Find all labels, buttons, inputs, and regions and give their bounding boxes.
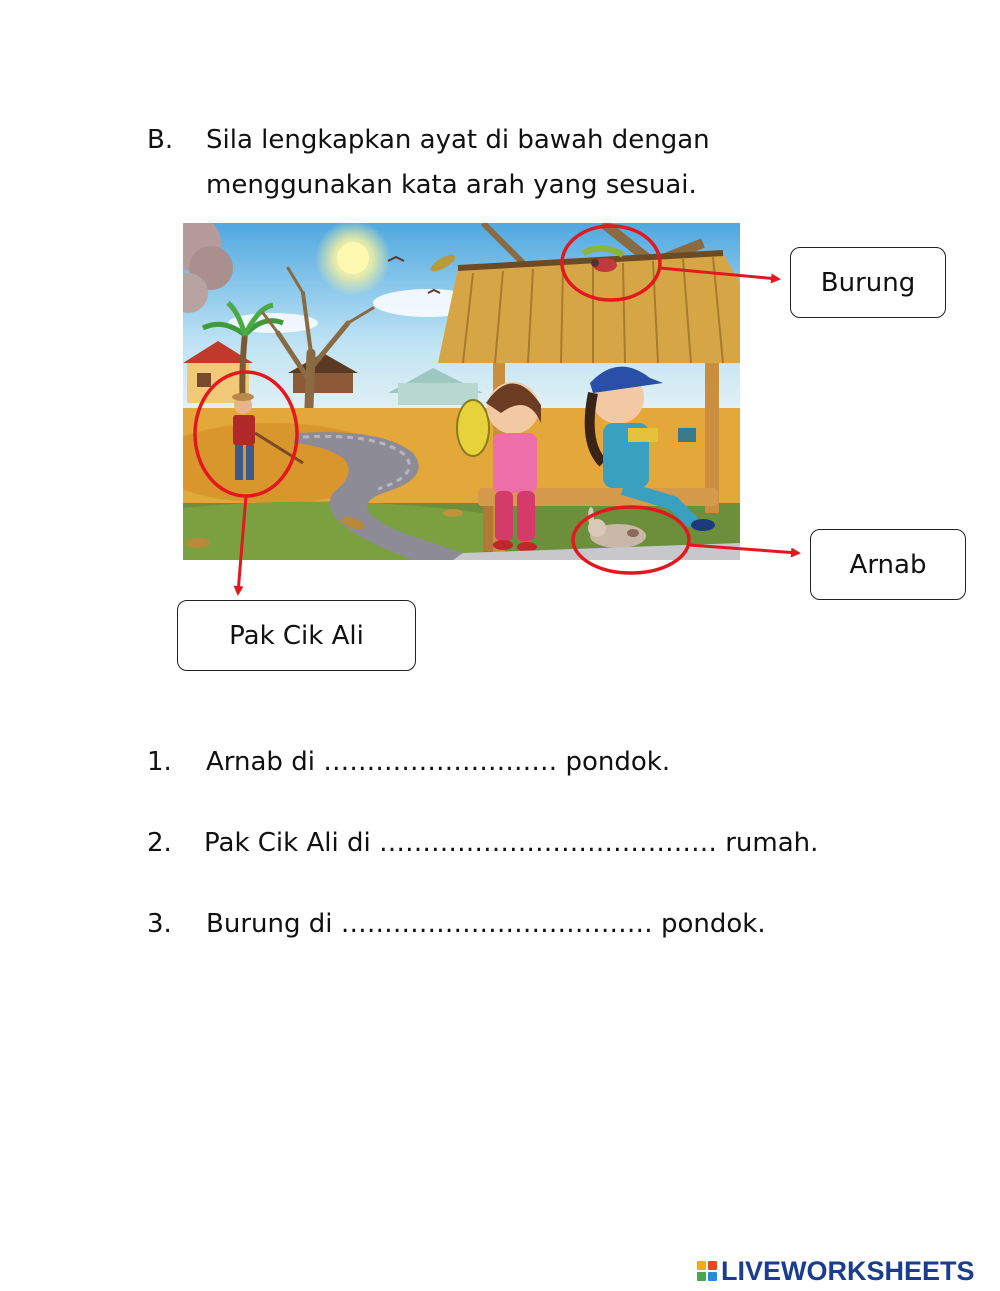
- label-box-rabbit: Arnab: [810, 529, 966, 600]
- label-box-man: Pak Cik Ali: [177, 600, 416, 671]
- question-2-number: 2.: [147, 828, 172, 858]
- brand-logo[interactable]: [697, 1256, 975, 1286]
- question-2-before: Pak Cik Ali di: [204, 828, 371, 858]
- brand-name: LIVEWORKSHEETS: [721, 1255, 975, 1286]
- section-letter: B.: [147, 125, 174, 155]
- label-box-bird: Burung: [790, 247, 946, 318]
- question-1-blank[interactable]: ………………………: [323, 747, 558, 777]
- question-3-blank[interactable]: ………………………………: [340, 909, 653, 939]
- instruction-line-2: menggunakan kata arah yang sesuai.: [206, 170, 697, 200]
- question-1: [206, 749, 670, 775]
- sun: [315, 223, 391, 296]
- question-1-after: pondok.: [565, 747, 671, 777]
- question-3-before: Burung di: [206, 909, 333, 939]
- scene-illustration: [183, 223, 740, 560]
- question-2-blank[interactable]: …………………………………: [378, 828, 717, 858]
- question-3-number: 3.: [147, 909, 172, 939]
- brand-logo-icon: [697, 1261, 717, 1281]
- question-1-number: 1.: [147, 747, 172, 777]
- question-3: [206, 911, 766, 937]
- instruction-line-1: Sila lengkapkan ayat di bawah dengan: [206, 125, 710, 155]
- question-1-before: Arnab di: [206, 747, 315, 777]
- question-2: [204, 830, 818, 856]
- question-2-after: rumah.: [725, 828, 819, 858]
- question-3-after: pondok.: [661, 909, 766, 939]
